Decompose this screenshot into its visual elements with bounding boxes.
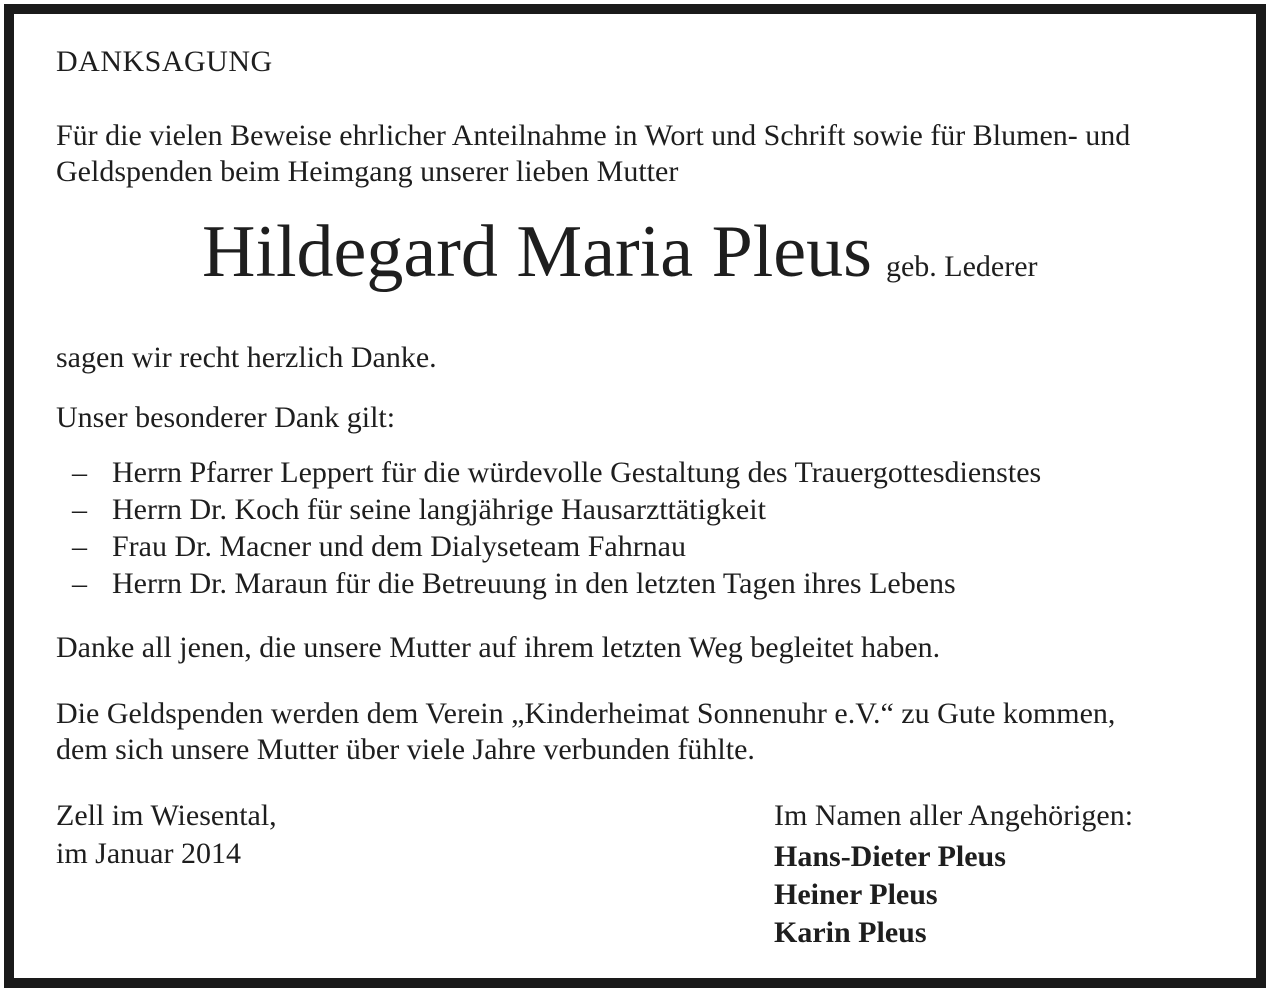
- obituary-notice: [4, 4, 1266, 988]
- thanks-line: sagen wir recht herzlich Danke.: [56, 341, 437, 374]
- list-item: [72, 565, 1041, 602]
- list-item: [72, 528, 1041, 565]
- special-thanks-list: [72, 454, 1041, 602]
- deceased-name: Hildegard Maria Pleus: [202, 211, 872, 293]
- intro-line-1: Für die vielen Beweise ehrlicher Anteilnahme in Wort und Schrift sowie für Blumen- und: [56, 119, 1131, 152]
- donation-line-2: dem sich unsere Mutter über viele Jahre verbunden fühlte.: [56, 733, 755, 766]
- list-item-text: Frau Dr. Macner und dem Dialyseteam Fahrnau: [112, 530, 686, 563]
- place: Zell im Wiesental,: [56, 799, 277, 832]
- list-item: [72, 491, 1041, 528]
- list-item-text: Herrn Dr. Maraun für die Betreuung in den letzten Tagen ihres Lebens: [112, 567, 956, 600]
- birth-name: geb. Lederer: [885, 250, 1038, 283]
- deceased-name-row: [202, 210, 1038, 294]
- thanks-all-line: Danke all jenen, die unsere Mutter auf ihrem letzten Weg begleitet haben.: [56, 631, 941, 664]
- intro-line-2: Geldspenden beim Heimgang unserer lieben Mutter: [56, 155, 679, 188]
- dash-bullet: –: [72, 567, 87, 600]
- list-item-text: Herrn Dr. Koch für seine langjährige Hausarzttätigkeit: [112, 493, 766, 526]
- dash-bullet: –: [72, 530, 87, 563]
- donation-line-1: Die Geldspenden werden dem Verein „Kinderheimat Sonnenuhr e.V.“ zu Gute kommen,: [56, 697, 1116, 730]
- signer-name: Heiner Pleus: [774, 878, 938, 911]
- signer-name: Karin Pleus: [774, 916, 927, 949]
- dash-bullet: –: [72, 493, 87, 526]
- signer-name: Hans-Dieter Pleus: [774, 840, 1006, 873]
- notice-heading: DANKSAGUNG: [56, 45, 273, 78]
- list-item-text: Herrn Pfarrer Leppert für die würdevolle Gestaltung des Trauergottesdienstes: [112, 456, 1042, 489]
- signers-list: [774, 838, 1006, 952]
- special-thanks-intro: Unser besonderer Dank gilt:: [56, 401, 396, 434]
- dash-bullet: –: [72, 456, 87, 489]
- date: im Januar 2014: [56, 837, 241, 870]
- on-behalf-label: Im Namen aller Angehörigen:: [774, 799, 1134, 832]
- list-item: [72, 454, 1041, 491]
